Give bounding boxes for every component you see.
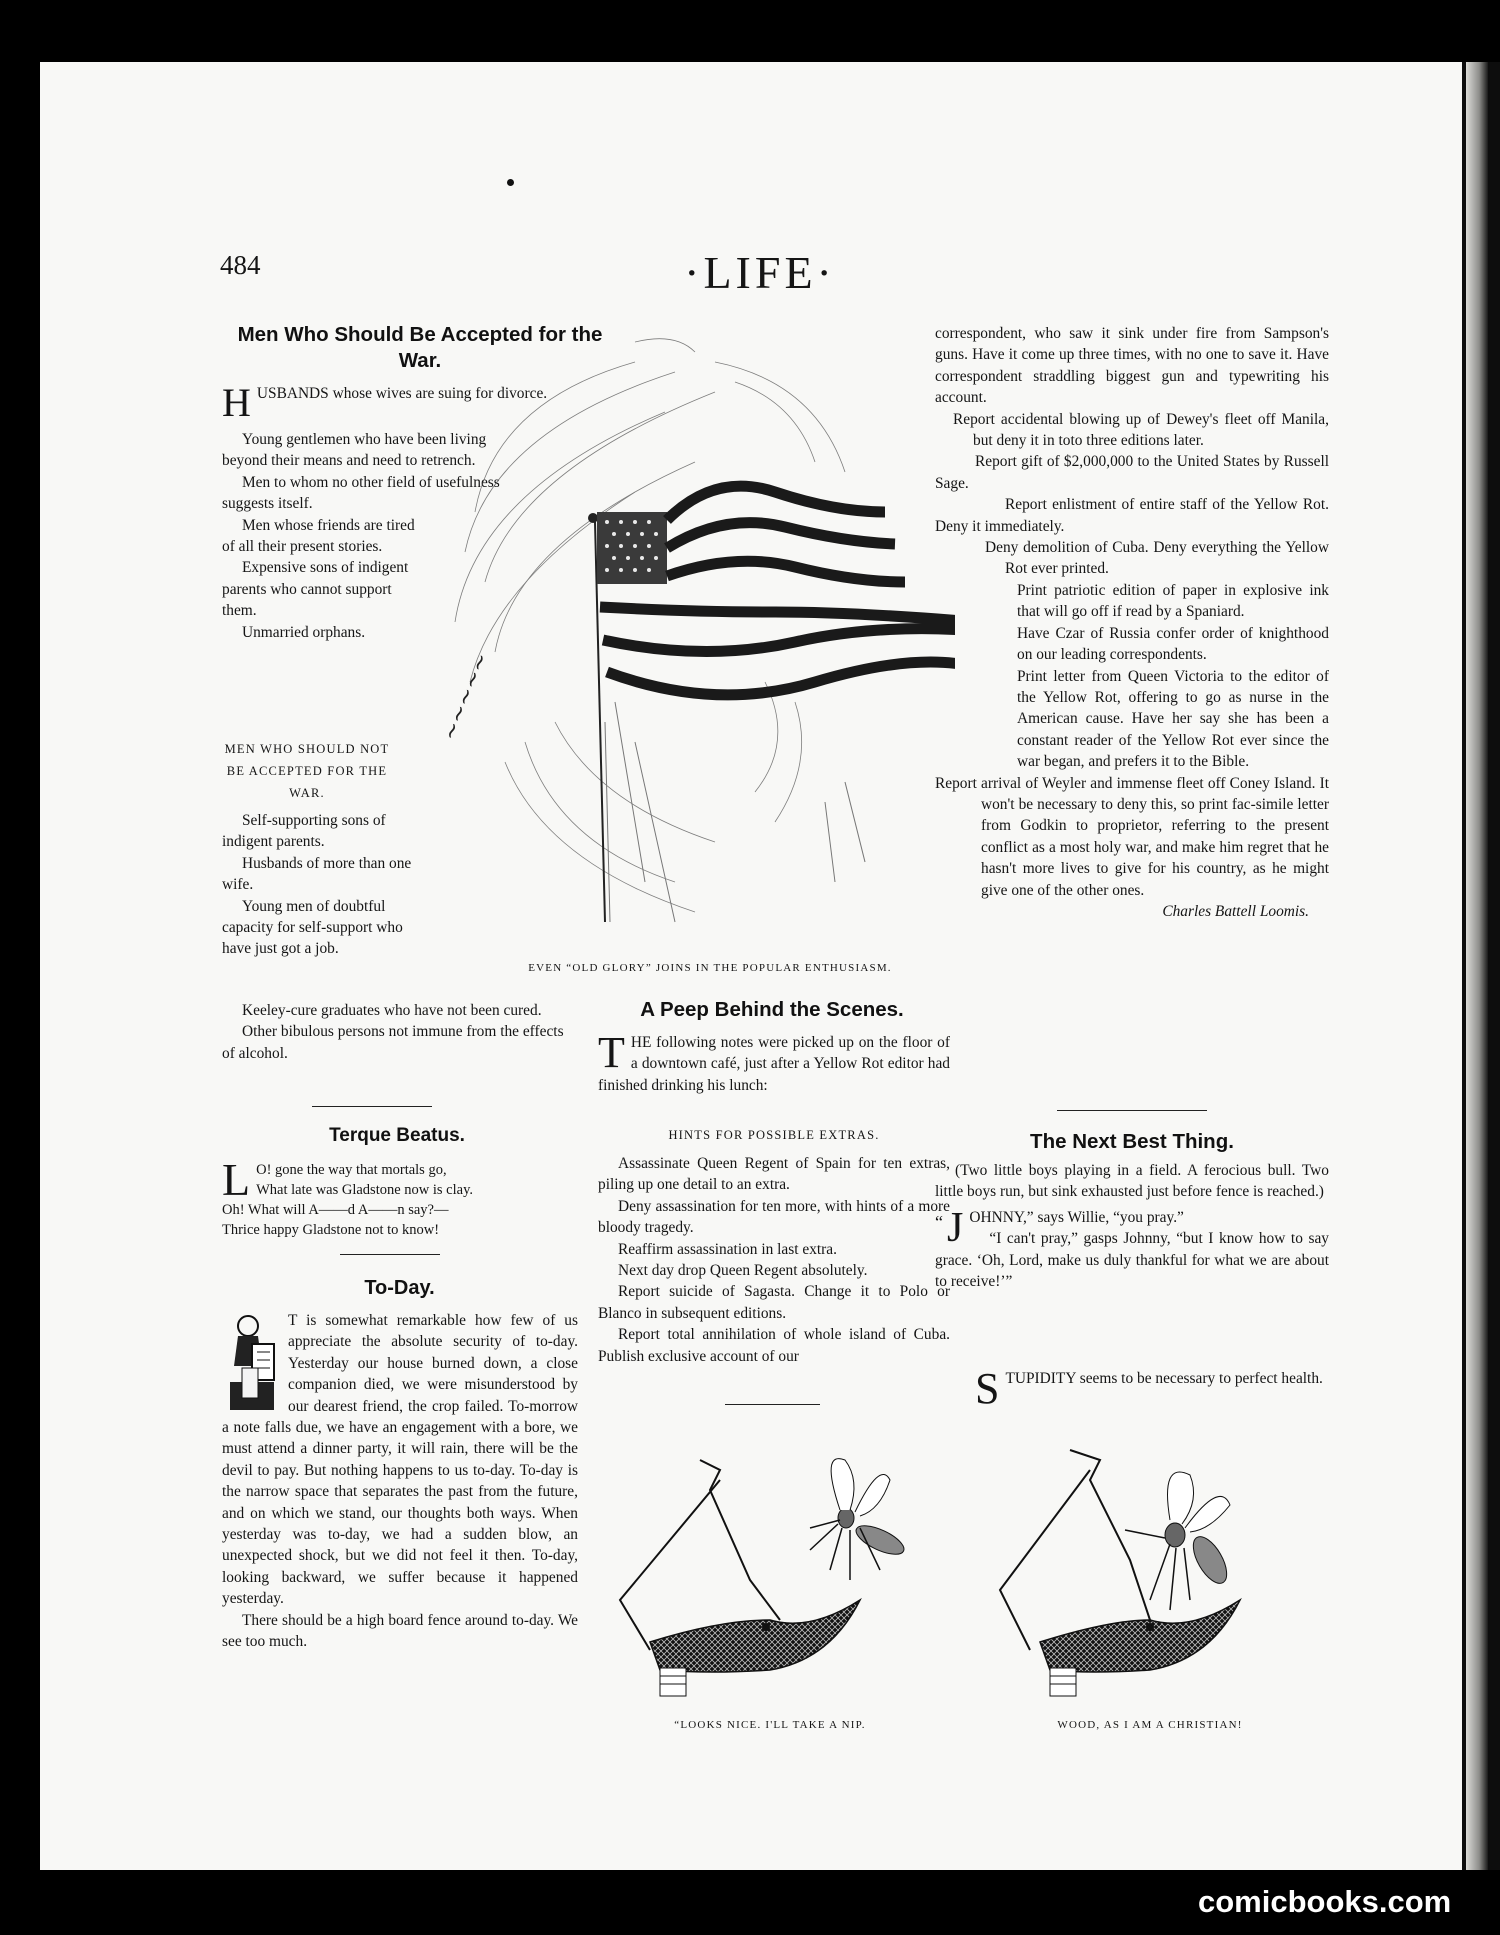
list-item: Print patriotic edition of paper in explosive ink that will go off if read by a Spaniard. bbox=[1017, 581, 1329, 621]
open-quote: “ bbox=[935, 1211, 943, 1232]
next-best-title: The Next Best Thing. bbox=[1030, 1130, 1234, 1153]
drop-cap-h: H bbox=[222, 380, 251, 425]
list-item: Deny demolition of Cuba. Deny everything the Yellow Rot ever printed. bbox=[985, 539, 1329, 578]
today-title: To-Day. bbox=[364, 1277, 435, 1299]
list-item: Report total annihilation of whole island of Cuba. Publish exclusive account of our bbox=[598, 1326, 950, 1365]
list-item: Have Czar of Russia confer order of knighthood on our leading correspondents. bbox=[1017, 624, 1329, 664]
page-number: 484 bbox=[220, 250, 261, 280]
quote-line-2: “I can't pray,” gasps Johnny, “but I know how to say grace. ‘Oh, Lord, make us duly thankful for what we are about to receive!’” bbox=[935, 1230, 1329, 1291]
list-item: Men whose friends are tired of all their present stories. bbox=[222, 516, 415, 556]
list-item: Reaffirm assassination in last extra. bbox=[618, 1240, 837, 1258]
not-accepted-list-a bbox=[222, 810, 422, 960]
list-item: Report gift of $2,000,000 to the United States by Russell Sage. bbox=[935, 453, 1329, 492]
lead-text: USBANDS whose wives are suing for divorce. bbox=[256, 385, 548, 402]
list-item: Other bibulous persons not immune from the effects of alcohol. bbox=[222, 1023, 564, 1062]
today-paragraph-2: There should be a high board fence around to-day. We see too much. bbox=[222, 1611, 578, 1651]
list-item: Report enlistment of entire staff of the Yellow Rot. Deny it immediately. bbox=[935, 496, 1329, 535]
today-illustrated-initial bbox=[222, 1312, 282, 1412]
list-item: Self-supporting sons of indigent parents. bbox=[222, 812, 386, 851]
list-item: Next day drop Queen Regent absolutely. bbox=[618, 1262, 868, 1280]
peep-subhead: HINTS FOR POSSIBLE EXTRAS. bbox=[668, 1128, 880, 1142]
peep-intro bbox=[598, 1028, 950, 1096]
next-page-edge bbox=[1462, 62, 1500, 1870]
list-item: Report accidental blowing up of Dewey's fleet off Manila, but deny it in toto three editions later. bbox=[953, 410, 1329, 450]
peep-title: A Peep Behind the Scenes. bbox=[640, 998, 904, 1021]
list-item: Print letter from Queen Victoria to the editor of the Yellow Rot, offering to go as nurse in the American cause. Have her say she has been a constant reader of the Yellow Rot ever since the war began, and prefers it to the Bible. bbox=[1017, 667, 1329, 771]
list-item: Expensive sons of indigent parents who cannot support them. bbox=[222, 559, 409, 620]
divider bbox=[1057, 1110, 1207, 1111]
list-item: Report suicide of Sagasta. Change it to Polo or Blanco in subsequent editions. bbox=[598, 1283, 950, 1322]
stupidity-text: TUPIDITY seems to be necessary to perfect health. bbox=[1005, 1370, 1323, 1387]
list-item: correspondent, who saw it sink under fire from Sampson's guns. Have it come up three times, with no one to save it. Have correspondent straddling biggest gun and typewriting his account. bbox=[935, 325, 1329, 407]
list-item: Report arrival of Weyler and immense fleet off Coney Island. It won't be necessary to deny this, so print fac-simile letter from Godkin to proprietor, referring to the present conflict as a most holy war, and make him regret that he hasn't more lives to give for his country, as he might give one of the other ones. bbox=[935, 774, 1329, 899]
today-paragraph: T is somewhat remarkable how few of us appreciate the absolute security of to-day. Yesterday our house burned down, a close companion died, we were misunderstood by our dearest friend, the crop failed. To-morrow a note falls due, we have an engagement with a bore, we must attend a dinner party, it will rain, there will be the devil to pay. But nothing happens to us to-day. To-day is the narrow space that separates the past from the future, and on which we stand, our thoughts both ways. When yesterday was to-day, we had a sudden blow, an unexpected shock, but we did not feel it then. To-day, looking backward, we suffer because it happened yesterday. bbox=[222, 1312, 578, 1608]
next-best-body bbox=[935, 1160, 1329, 1292]
terque-title: Terque Beatus. bbox=[329, 1125, 465, 1146]
list-item: Young gentlemen who have been living beyond their means and need to retrench. bbox=[222, 431, 487, 470]
list-item: Keeley-cure graduates who have not been cured. bbox=[242, 1002, 542, 1019]
top-border bbox=[0, 0, 1500, 62]
list-item: Young men of doubtful capacity for self-support who have just got a job. bbox=[222, 897, 403, 958]
divider bbox=[340, 1254, 440, 1255]
terque-poem bbox=[222, 1154, 582, 1240]
flag-caption: EVEN “OLD GLORY” JOINS IN THE POPULAR ENTHUSIASM. bbox=[528, 962, 892, 974]
drop-cap-j: J bbox=[947, 1204, 964, 1251]
not-accepted-list-b bbox=[222, 1000, 572, 1064]
today-body bbox=[222, 1310, 578, 1653]
drop-cap-s: S bbox=[975, 1364, 1000, 1413]
not-accepted-subhead: MEN WHO SHOULD NOT BE ACCEPTED FOR THE WAR. bbox=[224, 742, 390, 800]
list-item: Assassinate Queen Regent of Spain for ten extras, piling up one detail to an extra. bbox=[598, 1155, 950, 1194]
masthead: ·LIFE· bbox=[684, 247, 836, 298]
divider bbox=[725, 1404, 820, 1405]
cartoon-illustration bbox=[610, 1420, 1290, 1710]
poem-line: Oh! What will A——d A——n say?— bbox=[222, 1202, 449, 1218]
watermark-logo: comicbooks.com bbox=[1198, 1884, 1452, 1919]
divider bbox=[312, 1106, 432, 1107]
list-item: Deny assassination for ten more, with hints of a more bloody tragedy. bbox=[598, 1197, 950, 1237]
list-item: Husbands of more than one wife. bbox=[222, 854, 412, 894]
poem-line: What late was Gladstone now is clay. bbox=[256, 1182, 474, 1198]
list-item: Unmarried orphans. bbox=[242, 623, 366, 641]
stupidity-paragraph bbox=[975, 1364, 1325, 1413]
quote-line-1: OHNNY,” says Willie, “you pray.” bbox=[969, 1208, 1184, 1226]
drop-cap-l: L bbox=[222, 1154, 251, 1205]
poem-line: Thrice happy Gladstone not to know! bbox=[222, 1222, 440, 1238]
flag-illustration bbox=[435, 322, 955, 954]
peep-continued bbox=[935, 323, 1329, 922]
signature: Charles Battell Loomis. bbox=[1162, 902, 1309, 920]
svg-text:~~~~~: ~~~~~ bbox=[437, 649, 496, 745]
peep-list bbox=[598, 1153, 950, 1367]
cartoon-caption-right: WOOD, AS I AM A CHRISTIAN! bbox=[1057, 1719, 1243, 1731]
cartoon-caption-left: “LOOKS NICE. I'LL TAKE A NIP. bbox=[674, 1719, 866, 1731]
drop-cap-t: T bbox=[598, 1028, 625, 1077]
poem-line: O! gone the way that mortals go, bbox=[256, 1162, 447, 1178]
peep-intro-text: HE following notes were picked up on the floor of a downtown café, just after a Yellow Rot editor had finished drinking his lunch: bbox=[598, 1034, 950, 1094]
list-item: Men to whom no other field of usefulness suggests itself. bbox=[222, 473, 500, 513]
men-accepted-title: Men Who Should Be Accepted for the War. bbox=[237, 323, 603, 372]
ink-dot bbox=[507, 179, 514, 186]
next-best-intro: (Two little boys playing in a field. A ferocious bull. Two little boys run, but sink exhausted just before fence is reached.) bbox=[935, 1162, 1329, 1201]
